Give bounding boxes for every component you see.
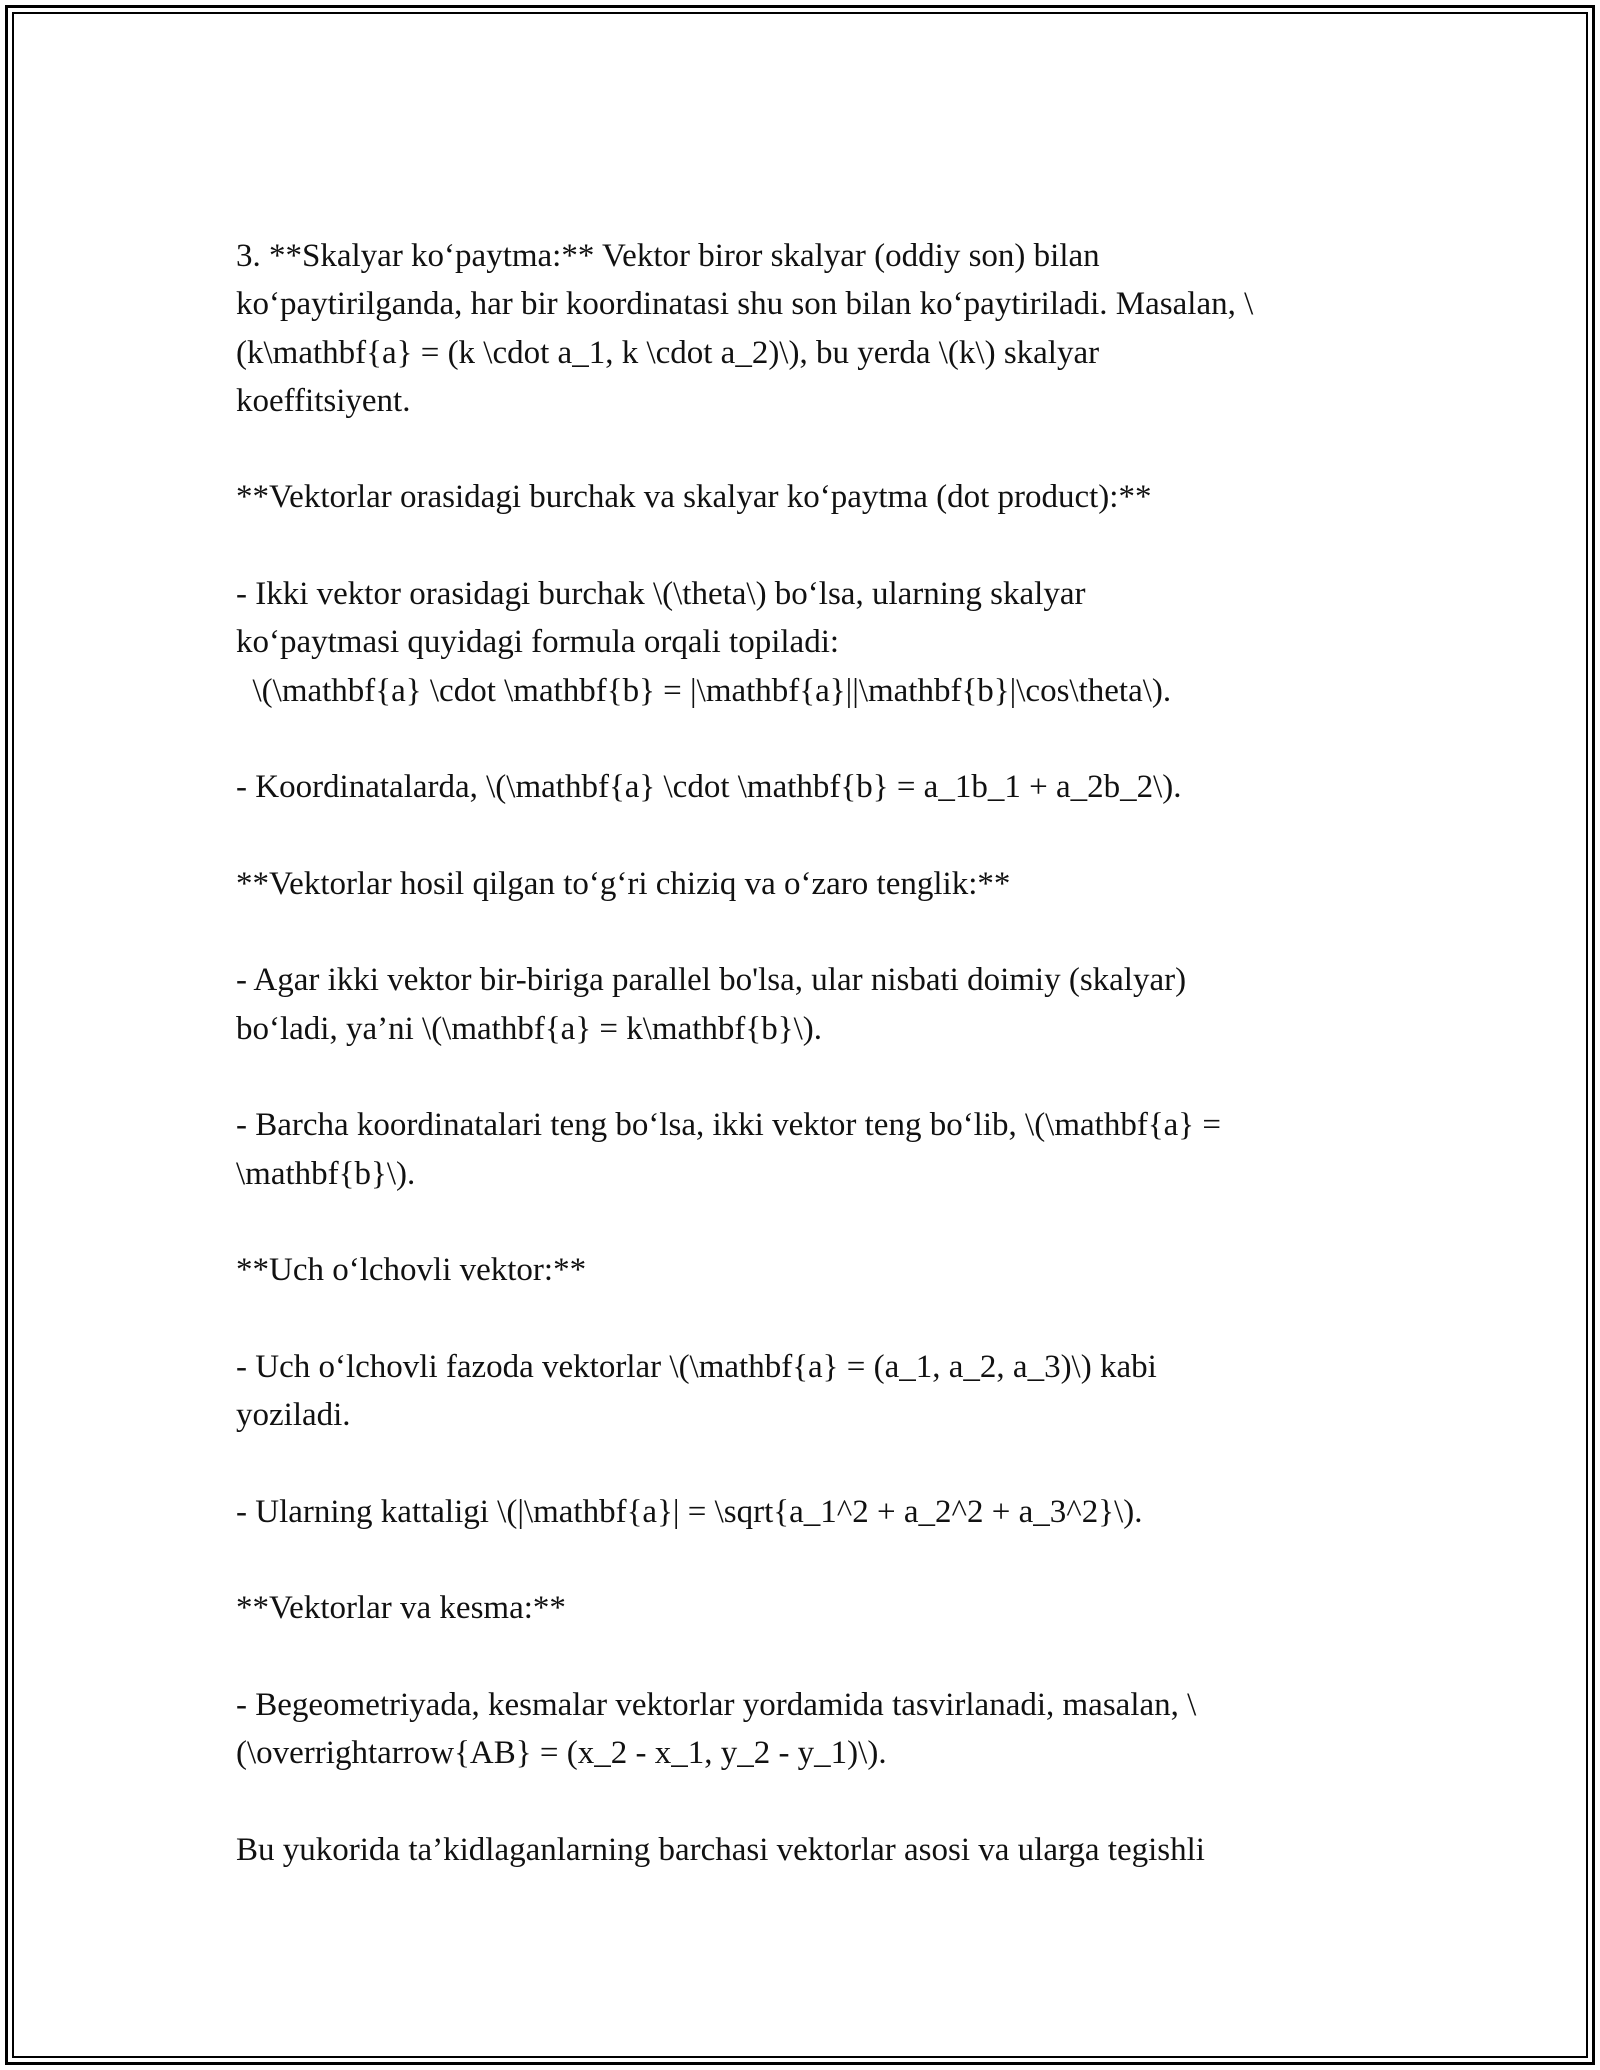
text-line: - Ularning kattaligi \(|\mathbf{a}| = \sqrt{a_1^2 + a_2^2 + a_3^2}\).: [236, 1493, 1143, 1530]
blank-line: [236, 1778, 1386, 1826]
blank-line: [236, 715, 1386, 763]
blank-line: [236, 1053, 1386, 1101]
text-line: - Uch o‘lchovli fazoda vektorlar \(\mathbf{a} = (a_1, a_2, a_3)\) kabi: [236, 1348, 1157, 1385]
text-line: - Agar ikki vektor bir-biriga parallel bo'lsa, ular nisbati doimiy (skalyar): [236, 962, 1187, 999]
blank-line: [236, 522, 1386, 570]
text-line: (k\mathbf{a} = (k \cdot a_1, k \cdot a_2)\), bu yerda \(k\) skalyar: [236, 334, 1100, 371]
blank-line: [236, 425, 1386, 473]
text-line: \mathbf{b}\).: [236, 1155, 416, 1192]
blank-line: [236, 1536, 1386, 1584]
text-line: - Ikki vektor orasidagi burchak \(\theta\) bo‘lsa, ularning skalyar: [236, 576, 1086, 613]
document-body: [236, 232, 1386, 1874]
text-line: - Begeometriyada, kesmalar vektorlar yordamida tasvirlanadi, masalan, \: [236, 1686, 1197, 1723]
text-line: \(\mathbf{a} \cdot \mathbf{b} = |\mathbf{a}||\mathbf{b}|\cos\theta\).: [236, 672, 1172, 709]
blank-line: [236, 1198, 1386, 1246]
text-line: yoziladi.: [236, 1397, 351, 1434]
section-heading: **Uch o‘lchovli vektor:**: [236, 1252, 587, 1289]
blank-line: [236, 812, 1386, 860]
text-line: 3. **Skalyar ko‘paytma:** Vektor biror skalyar (oddiy son) bilan: [236, 238, 1100, 274]
text-line: - Koordinatalarda, \(\mathbf{a} \cdot \mathbf{b} = a_1b_1 + a_2b_2\).: [236, 769, 1182, 806]
text-line: (\overrightarrow{AB} = (x_2 - x_1, y_2 - y_1)\).: [236, 1735, 887, 1772]
blank-line: [236, 1633, 1386, 1681]
text-line: ko‘paytmasi quyidagi formula orqali topiladi:: [236, 624, 840, 661]
text-line: bo‘ladi, ya’ni \(\mathbf{a} = k\mathbf{b}\).: [236, 1010, 822, 1047]
section-heading: **Vektorlar hosil qilgan to‘g‘ri chiziq va o‘zaro tenglik:**: [236, 865, 1011, 902]
section-heading: **Vektorlar va kesma:**: [236, 1590, 566, 1627]
blank-line: [236, 908, 1386, 956]
text-line: koeffitsiyent.: [236, 382, 411, 419]
text-line: Bu yukorida ta’kidlaganlarning barchasi vektorlar asosi va ularga tegishli: [236, 1831, 1205, 1868]
blank-line: [236, 1295, 1386, 1343]
section-heading: **Vektorlar orasidagi burchak va skalyar ko‘paytma (dot product):**: [236, 479, 1152, 516]
blank-line: [236, 1439, 1386, 1487]
text-line: ko‘paytirilganda, har bir koordinatasi shu son bilan ko‘paytiriladi. Masalan, \: [236, 286, 1254, 323]
text-line: - Barcha koordinatalari teng bo‘lsa, ikki vektor teng bo‘lib, \(\mathbf{a} =: [236, 1107, 1222, 1144]
